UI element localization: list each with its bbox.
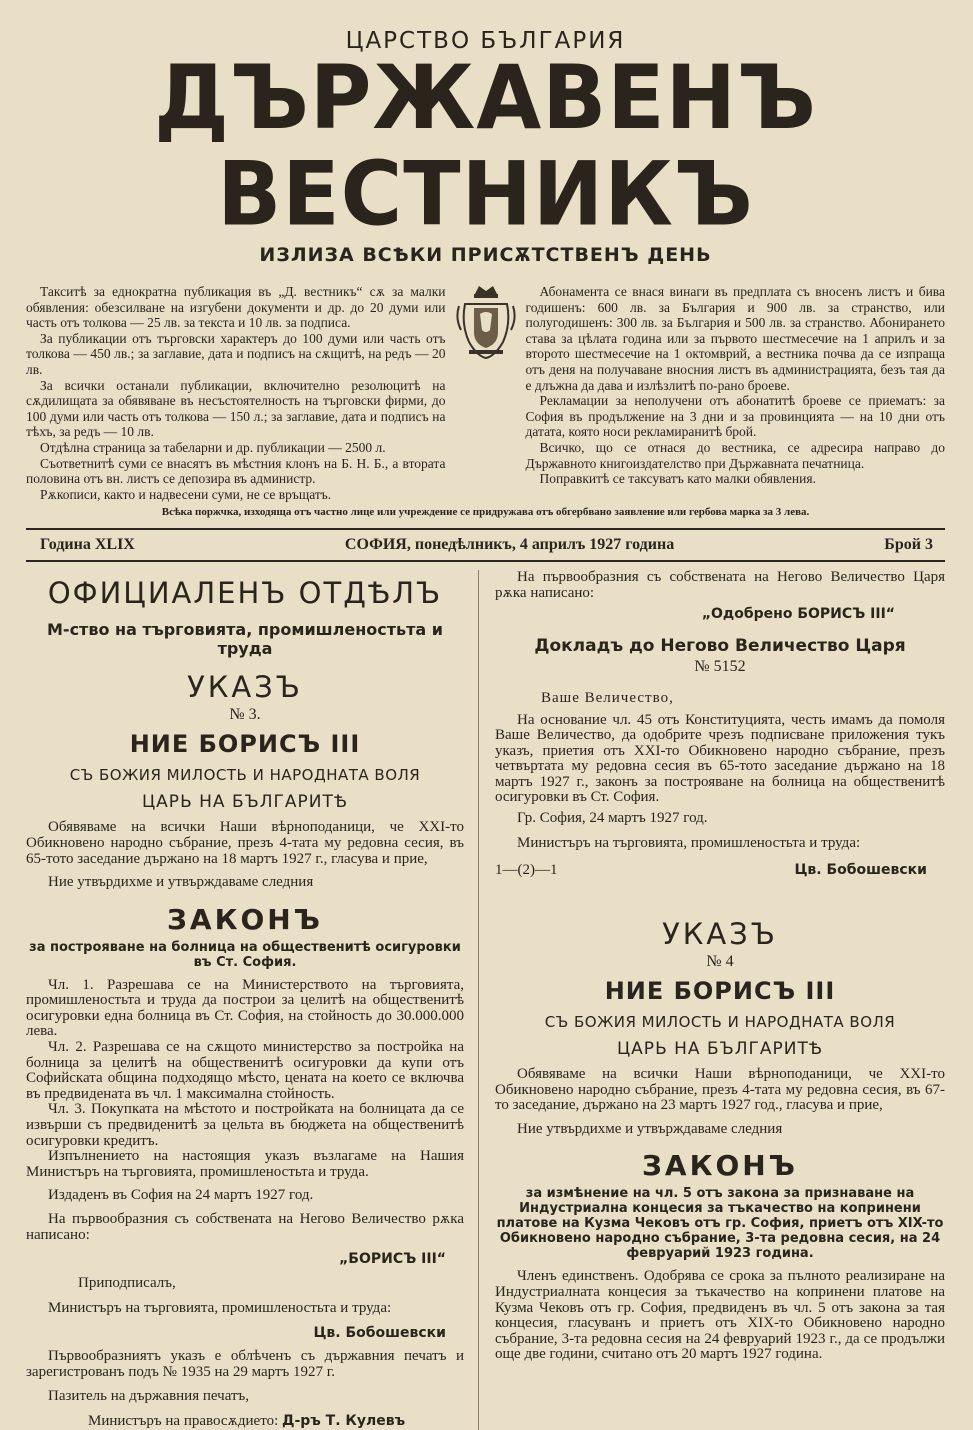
terms-paragraph: Всичко, що се отнася до вестника, се адресира направо до Държавното книгоиздателство при Държавната печатница. [525,439,945,471]
approve-paragraph: Ние утвърдихме и утвърждаваме следния [48,874,314,891]
law-heading: ЗАКОНЪ [167,902,323,936]
tsar-line: ЦАРЬ НА БЪЛГАРИТѢ [141,792,348,813]
declare-paragraph: Обявяваме на всички Наши вѣрноподаници, че XXI-то Обикновено народно събрание, презъ 4-тата му редовна сесия, въ 65-тото заседание държано на 18 мартъ 1927 г., гласува и прие, [26,819,464,867]
terms-paragraph: Абонамента се внася винаги въ предплата съ вносенъ листъ и бива годишенъ: 600 лв. за България и 900 лв. за странство, или полугодишенъ: 300 лв. за България и 500 лв. за странство. Абонирането става за цѣлата година или за първото шестмесечие на 1 априлъ и за второто шестмесечие на 1 октомврий, а вестника почва да се изпраща отъ деня на получаване вносния листъ въ администрацията, безъ тая да е длъжна да дава и излѣзлитѣ по-рано броеве. [525,284,945,393]
terms-paragraph: За всички останали публикации, включително резолюцитѣ на сѫдилищата за обявяване въ несъстоятелность на търговски фирми, до 100 думи или часть отъ толкова — 150 л.; за заглавие, дата и подписъ на тѣхъ, за редъ — 10 лв. [26,377,446,440]
declare-paragraph: Обявяваме на всички Наши вѣрноподаници, че XXI-то Обикновено народно събрание, презъ 4-тата му редовна сесия, въ 67-то заседание, държано на 23 мартъ 1927 год., гласува и прие, [495,1066,945,1114]
terms-paragraph: Рекламации за неполучени отъ абонатитѣ броеве се приематъ: за София въ продължение на 3 дни и за провинцията — на 10 дни отъ датата, която носи рекламиранитѣ брой. [525,393,945,440]
report-body [495,713,945,807]
law-title: за построяване на болница на общественитѣ осигуровки въ Ст. София. [29,939,461,970]
terms-paragraph: Съответнитѣ суми се внасятъ въ мѣстния клонъ на Б. Н. Б., а втората половина отъ вн. листъ се депозира въ администр. [26,455,446,487]
report-heading: Докладъ до Негово Величество Царя [534,635,906,656]
law-title: за измѣнение на чл. 5 отъ закона за признаване на Индустриална концесия за тъкачество на копринени платове на Кузма Чековъ отъ гр. София, приетъ отъ XIX-то Обикновено народно събрание, 3-та редовна сесия, на 24 февруарий 1923 година. [496,1186,944,1262]
terms-right-column [526,284,946,502]
justice-signature: Д-ръ Т. Кулевъ [281,1413,406,1430]
approved-signature: „Одобрено БОРИСЪ III“ [701,605,895,622]
single-article: Членъ единственъ. Одобрява се срока за пълното реализиране на Индустриалната концесия за тъкачество на копринени платове на Кузма Чековъ отъ гр. София, предвиденъ въ чл. 5 отъ закона за тая концесия, гласуванъ и приетъ отъ XIX-то Обикновено народно събрание, 3-та редовна сесия на 24 февруарий 1923 г., да се продължи още две години, считано отъ 20 мартъ 1927 година. [495,1268,945,1363]
issue-bar [26,530,945,562]
king-heading: НИЕ БОРИСЪ III [604,977,836,1006]
decree-heading: УКАЗЪ [662,917,778,952]
order-notice: Всѣка поржчка, изходяща отъ частно лице или учреждение се придружава отъ обгербвано заявление или гербова марка за 3 лева. [161,506,810,519]
original-note: На първообразния съ собствената на Негово Величество Царя рѫка написано: [495,569,945,601]
kingdom-line: ЦАРСТВО БЪЛГАРИЯ [345,28,626,54]
coat-of-arms-icon [446,284,526,502]
approve-paragraph: Ние утвърдихме и утвърждаваме следния [517,1120,783,1137]
law-article: Изпълнението на настоящия указъ възлагаме на Нашия Министъръ на търговията, промишленостьта и труда. [26,1148,464,1180]
decree-number: № 4 [706,953,734,971]
right-column [479,570,945,1430]
original-note: На първообразния съ собствената на Негово Величество рѫка написано: [26,1211,464,1243]
grace-line: СЪ БОЖИЯ МИЛОСТЬ И НАРОДНАТА ВОЛЯ [69,766,421,785]
minister-label: Министъръ на търговията, промишленостьта и труда: [48,1300,392,1317]
minister-label: Министъръ на търговията, промишленостьта и труда: [517,835,861,852]
law-article: Чл. 2. Разрешава се на сѫщото министерство за постройка на болница за целитѣ на общественитѣ осигуровки да купи отъ Софийската община подходящо мѣсто, цената на което се включва въ предвидената въ чл. 1 максимална стойность. [26,1039,464,1102]
masthead-subtitle: ИЗЛИЗА ВСѢКИ ПРИСѪТСТВЕНЪ ДЕНЬ [259,244,712,266]
terms-block [26,284,945,502]
majesty-salutation: Ваше Величество, [541,689,674,706]
seal-note-block [26,1349,464,1380]
justice-label: Министъръ на правосѫдието: [88,1413,279,1430]
countersigned-label: Приподписалъ, [78,1275,176,1292]
terms-paragraph: Отдѣлна страница за табеларни и др. публикации — 2500 л. [40,439,386,455]
place-date: Гр. София, 24 мартъ 1927 год. [517,810,708,827]
decree-body [26,820,464,890]
law-heading: ЗАКОНЪ [642,1149,798,1183]
issue-year: Година XLIX [40,536,135,554]
report-number: № 5152 [694,657,746,675]
left-column [26,570,479,1430]
law-articles [26,978,464,1244]
terms-paragraph: Рѫкописи, както и надвесени суми, не се връщатъ. [40,486,332,502]
signature-row [495,862,945,879]
decree-heading: УКАЗЪ [187,670,303,705]
decree-number: № 3. [229,706,261,724]
minister-signature: Цв. Бобошевски [794,862,927,879]
law-article: Чл. 1. Разрешава се на Министерството на търговията, промишленостьта и труда да построи за целитѣ на общественитѣ осигуровки една болница въ Ст. София, на стойность до 30.000.000 лева. [26,976,464,1040]
issue-number: Брой 3 [884,536,933,554]
terms-paragraph: За публикации отъ търговски характеръ до 100 думи или часть отъ толкова — 450 лв.; за заглавие, дата и подписъ на сѫщитѣ, на редъ — 20 лв. [26,330,446,377]
minister-signature: Цв. Бобошевски [313,1325,446,1342]
ministry-heading: М-ство на търговията, промишленостьта и труда [47,620,443,659]
terms-paragraph: Такситѣ за еднократна публикация въ „Д. вестникъ“ сѫ за малки обявления: обезсилване на изгубени документи и др. до 20 думи или часть отъ толкова — 25 лв. за текста и 10 лв. за подписа. [26,284,446,331]
article-columns [26,570,945,1430]
justice-line [26,1413,464,1430]
law-article: Чл. 3. Покупката на мѣстото и постройката на болницата да се извърши съ предвиденитѣ за цельта въ бюджета на общественитѣ осигуровки кредитъ. [26,1101,464,1149]
reference-code: 1—(2)—1 [495,862,558,879]
law-articles [495,1269,945,1363]
king-heading: НИЕ БОРИСЪ III [129,730,361,759]
tsar-line: ЦАРЬ НА БЪЛГАРИТѢ [616,1039,823,1060]
terms-paragraph: Поправкитѣ се таксуватъ като малки обявления. [539,471,816,487]
issue-date: СОФИЯ, понедѣлникъ, 4 априлъ 1927 година [344,536,675,554]
decree-body [495,1067,945,1137]
boris-signature: „БОРИСЪ III“ [339,1251,446,1268]
report-paragraph: На основание чл. 45 отъ Конституцията, честь имамъ да помоля Ваше Величество, да одобрите чрезъ подписване приложения тукъ указъ, приетия отъ XXI-то Обикновено народно събрание, презъ четвъртата му редовна сесия въ 65-тото заседание държано на 18 мартъ 1927 г., законъ за построяване на болница на общественитѣ осигуровки въ Ст. София. [495,711,945,806]
original-note-block [495,570,945,601]
seal-note: Първообразниятъ указъ е облѣченъ съ държавния печатъ и зарегистрованъ подъ № 1935 на 29 мартъ 1927 г. [26,1348,464,1380]
grace-line: СЪ БОЖИЯ МИЛОСТЬ И НАРОДНАТА ВОЛЯ [544,1013,896,1032]
section-heading: ОФИЦИАЛЕНЪ ОТДѢЛЪ [47,576,443,611]
terms-left-column [26,284,446,502]
keeper-label: Пазитель на държавния печатъ, [48,1388,250,1405]
law-article: Издаденъ въ София на 24 мартъ 1927 год. [48,1187,314,1204]
masthead-title: ДЪРЖАВЕНЪ ВЕСТНИКЪ [154,46,817,246]
